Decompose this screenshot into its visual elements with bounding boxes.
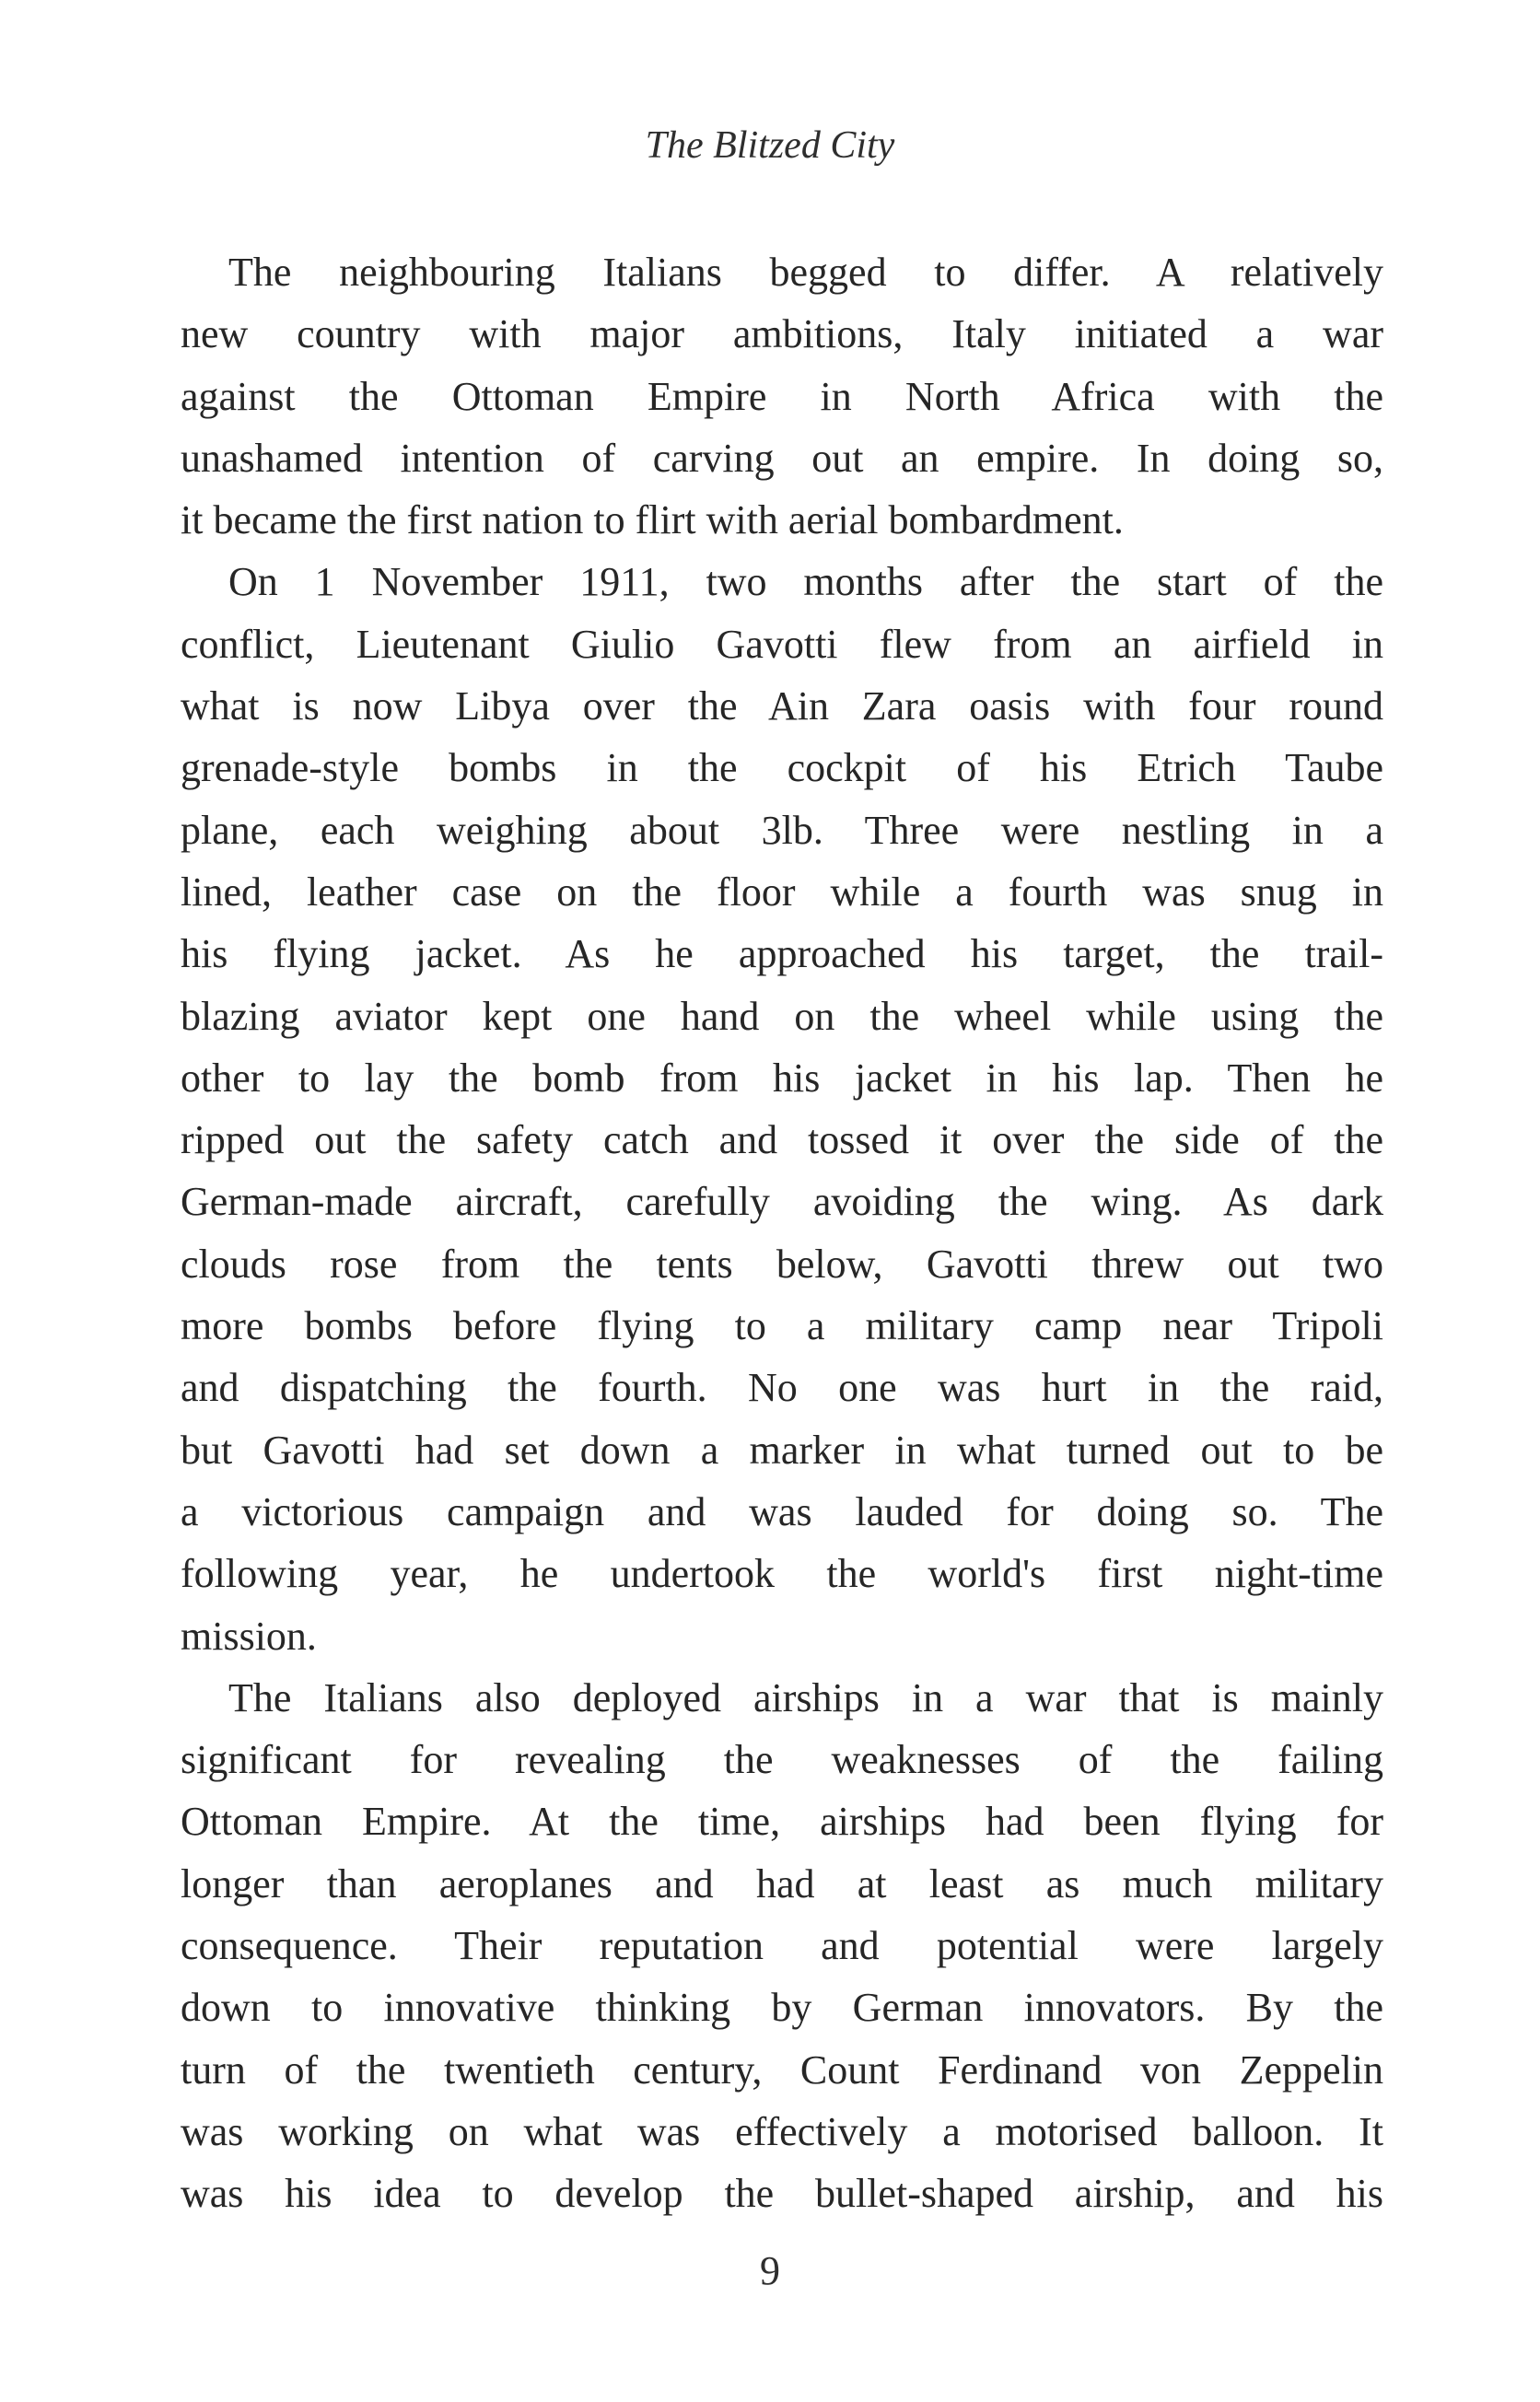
text-line: The neighbouring Italians begged to differ. A relatively <box>228 250 1383 295</box>
text-line: plane, each weighing about 3lb. Three were nestling in a <box>181 807 1383 853</box>
text-line: On 1 November 1911, two months after the start of the <box>228 559 1383 605</box>
text-line: grenade-style bombs in the cockpit of his Etrich Taube <box>181 745 1383 791</box>
paragraph <box>181 1667 1383 2225</box>
text-line: a victorious campaign and was lauded for doing so. The <box>181 1488 1383 1534</box>
text-line: and dispatching the fourth. No one was hurt in the raid, <box>181 1365 1383 1411</box>
text-line: other to lay the bomb from his jacket in his lap. Then he <box>181 1055 1383 1101</box>
paragraph <box>181 551 1383 1666</box>
text-line: against the Ottoman Empire in North Africa with the <box>181 373 1383 419</box>
text-line: consequence. Their reputation and potential were largely <box>181 1923 1383 1969</box>
text-line: new country with major ambitions, Italy initiated a war <box>181 311 1383 357</box>
body-text <box>181 241 1383 2225</box>
text-line: The Italians also deployed airships in a war that is mainly <box>228 1674 1383 1720</box>
page-number: 9 <box>760 2248 780 2293</box>
text-line: following year, he undertook the world's first night-time <box>181 1551 1383 1597</box>
text-line: conflict, Lieutenant Giulio Gavotti flew from an airfield in <box>181 621 1383 667</box>
paragraph <box>181 241 1383 551</box>
text-line: Ottoman Empire. At the time, airships had been flying for <box>181 1799 1383 1845</box>
text-line: ripped out the safety catch and tossed it over the side of the <box>181 1117 1383 1163</box>
text-line: was his idea to develop the bullet-shaped airship, and his <box>181 2171 1383 2217</box>
text-line: his flying jacket. As he approached his target, the trail- <box>181 931 1383 977</box>
text-line: lined, leather case on the floor while a fourth was snug in <box>181 869 1383 915</box>
text-line: clouds rose from the tents below, Gavotti threw out two <box>181 1241 1383 1287</box>
text-line: German-made aircraft, carefully avoiding the wing. As dark <box>181 1179 1383 1225</box>
running-head: The Blitzed City <box>645 124 895 167</box>
text-line: but Gavotti had set down a marker in what turned out to be <box>181 1427 1383 1473</box>
text-line: more bombs before flying to a military camp near Tripoli <box>181 1303 1383 1349</box>
text-line: significant for revealing the weaknesses of the failing <box>181 1737 1383 1783</box>
text-line: it became the first nation to flirt with aerial bombardment. <box>181 497 1124 543</box>
text-line: what is now Libya over the Ain Zara oasis with four round <box>181 683 1383 729</box>
text-line: turn of the twentieth century, Count Ferdinand von Zeppelin <box>181 2046 1383 2093</box>
text-line: blazing aviator kept one hand on the wheel while using the <box>181 993 1383 1039</box>
text-line: mission. <box>181 1613 317 1659</box>
text-line: unashamed intention of carving out an empire. In doing so, <box>181 435 1383 481</box>
text-line: was working on what was effectively a motorised balloon. It <box>181 2108 1383 2154</box>
text-line: longer than aeroplanes and had at least as much military <box>181 1860 1383 1906</box>
text-line: down to innovative thinking by German innovators. By the <box>181 1985 1383 2031</box>
